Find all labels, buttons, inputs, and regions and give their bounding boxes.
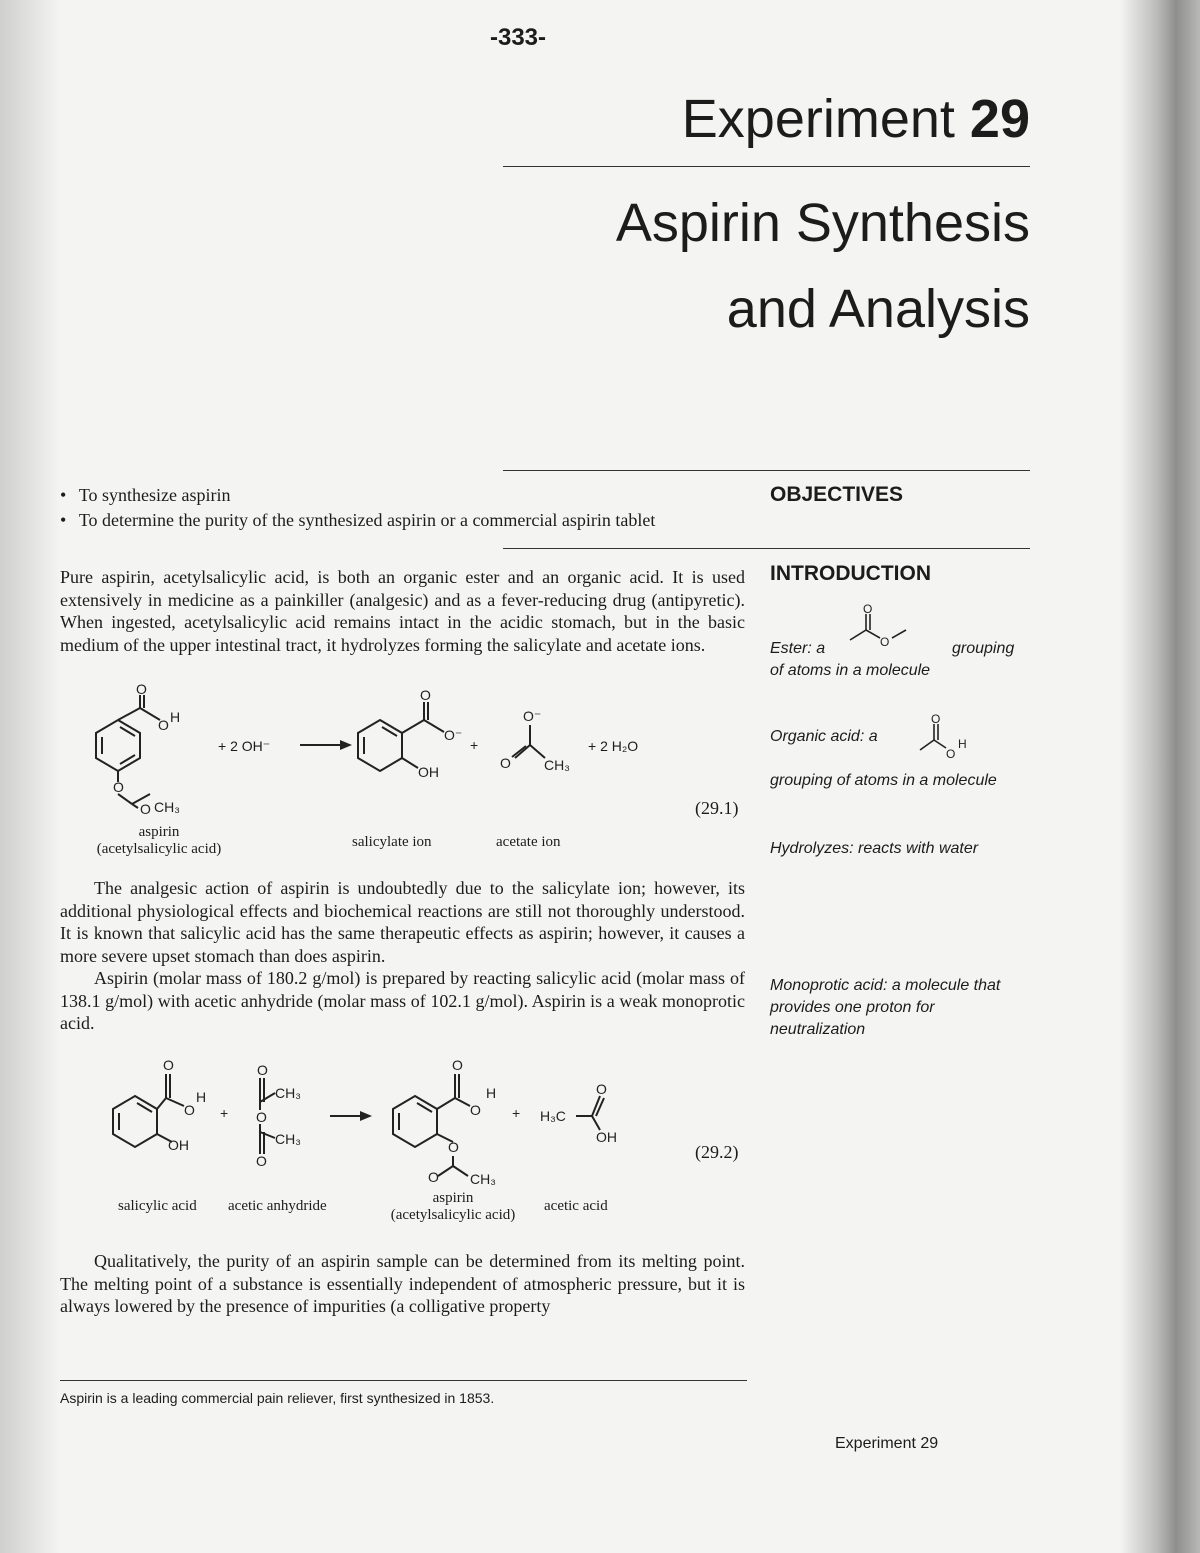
reaction-scheme-29-1 xyxy=(60,681,750,865)
objectives-list xyxy=(60,483,750,533)
atom-label: O xyxy=(500,755,511,771)
aspirin-name: aspirin xyxy=(138,824,180,840)
svg-text:O: O xyxy=(931,712,941,726)
atom-label: O⁻ xyxy=(523,708,542,724)
atom-label: CH₃ xyxy=(154,799,180,815)
title-line-2: and Analysis xyxy=(726,279,1030,339)
plus-sign: + xyxy=(512,1105,521,1121)
atom-label: O xyxy=(163,1057,174,1073)
aspirin-label xyxy=(378,1190,528,1224)
experiment-number: 29 xyxy=(969,89,1030,149)
aspirin-name: aspirin xyxy=(432,1190,474,1206)
objective-item: • To synthesize aspirin xyxy=(60,483,750,508)
salicylic-acid-label: salicylic acid xyxy=(118,1198,197,1214)
atom-label: O xyxy=(596,1081,607,1097)
aspirin-label xyxy=(84,824,234,858)
atom-label: O xyxy=(428,1169,439,1185)
acetate-label: acetate ion xyxy=(496,834,561,850)
salicylate-label: salicylate ion xyxy=(352,834,432,850)
intro-paragraph-4: Qualitatively, the purity of an aspirin sample can be determined from its melting point. The melting point of a substance is essentially independent of atmospheric pressure, but it is always lowered by the presence of impurities (a colligative property xyxy=(60,1251,745,1316)
atom-label: O xyxy=(113,779,124,795)
equation-number-29-2: (29.2) xyxy=(695,1142,739,1162)
organic-acid-note-end: grouping of atoms in a molecule xyxy=(770,772,997,789)
atom-label: O xyxy=(257,1062,268,1078)
atom-label: OH xyxy=(168,1137,189,1153)
atom-label: O xyxy=(452,1057,463,1073)
equation-number-29-1: (29.1) xyxy=(695,798,739,818)
atom-label: O xyxy=(448,1139,459,1155)
atom-label: H xyxy=(486,1085,497,1101)
atom-label: H₃C xyxy=(540,1108,566,1124)
atom-label: CH₃ xyxy=(470,1171,496,1187)
atom-label: CH₃ xyxy=(275,1085,301,1101)
atom-label: O⁻ xyxy=(444,727,463,743)
hydroxide-reagent: + 2 OH⁻ xyxy=(218,738,271,754)
aspirin-subname: (acetylsalicylic acid) xyxy=(390,1207,516,1223)
plus-sign: + xyxy=(220,1105,229,1121)
objectives-rule xyxy=(503,470,1030,471)
aspirin-subname: (acetylsalicylic acid) xyxy=(96,841,222,857)
intro-paragraph-2: The analgesic action of aspirin is undoubtedly due to the salicylate ion; however, its additional physiological effects and biochemical reactions are still not thoroughly understood. It is known that salicylic acid has the same therapeutic effects as aspirin; however, it causes a more severe upset stomach than does aspirin. xyxy=(60,878,745,966)
experiment-heading xyxy=(682,88,1030,150)
atom-label: H xyxy=(196,1089,207,1105)
intro-paragraph-3: Aspirin (molar mass of 180.2 g/mol) is prepared by reacting salicylic acid (molar mass of 138.1 g/mol) with acetic anhydride (molar mass of 102.1 g/mol). Aspirin is a weak monoprotic acid. xyxy=(60,968,745,1033)
atom-label: O xyxy=(184,1102,195,1118)
ester-note-mid: grouping xyxy=(952,640,1015,657)
page-edge-shadow-left xyxy=(0,0,60,1553)
atom-label: O xyxy=(256,1153,267,1169)
ester-note-end: of atoms in a molecule xyxy=(770,662,931,679)
organic-acid-note-start: Organic acid: a xyxy=(770,728,878,745)
water-product: + 2 H₂O xyxy=(588,738,639,754)
objectives-heading: OBJECTIVES xyxy=(770,483,904,506)
svg-text:O: O xyxy=(880,635,890,649)
footnote-rule xyxy=(60,1380,747,1381)
plus-sign: + xyxy=(470,737,479,753)
acetic-anhydride-label: acetic anhydride xyxy=(228,1198,327,1214)
page-edge-shadow-right xyxy=(1120,0,1200,1553)
introduction-rule xyxy=(503,548,1030,549)
atom-label: CH₃ xyxy=(544,757,570,773)
ester-note-start: Ester: a xyxy=(770,640,826,657)
title-rule xyxy=(503,166,1030,167)
page-number: -333- xyxy=(489,24,547,51)
atom-label: O xyxy=(158,717,169,733)
title-line-1: Aspirin Synthesis xyxy=(615,193,1030,253)
atom-label: O xyxy=(136,681,147,697)
atom-label: O xyxy=(140,801,151,817)
atom-label: OH xyxy=(418,764,439,780)
margin-note-monoprotic: Monoprotic acid: a molecule that provides one proton for neutralization xyxy=(770,977,1001,1038)
objective-item: • To determine the purity of the synthesized aspirin or a commercial aspirin tablet xyxy=(60,508,750,533)
atom-label: O xyxy=(420,687,431,703)
margin-note-hydrolyzes: Hydrolyzes: reacts with water xyxy=(770,840,979,857)
intro-paragraph-1: Pure aspirin, acetylsalicylic acid, is both an organic ester and an organic acid. It is used extensively in medicine as a painkiller (analgesic) and as a fever-reducing drug (antipyretic). When ingested, acetylsalicylic acid remains intact in the acidic stomach, but in the basic medium of the upper intestinal tract, it hydrolyzes forming the salicylate and acetate ions. xyxy=(60,567,745,655)
acetic-acid-label: acetic acid xyxy=(544,1198,608,1214)
reaction-scheme-29-2 xyxy=(60,1058,750,1233)
svg-text:O: O xyxy=(863,602,873,616)
atom-label: CH₃ xyxy=(275,1131,301,1147)
atom-label: O xyxy=(470,1102,481,1118)
atom-label: H xyxy=(170,709,181,725)
svg-text:O: O xyxy=(946,747,956,761)
introduction-heading: INTRODUCTION xyxy=(770,562,931,585)
atom-label: O xyxy=(256,1109,267,1125)
footnote: Aspirin is a leading commercial pain reliever, first synthesized in 1853. xyxy=(60,1390,495,1406)
atom-label: OH xyxy=(596,1129,617,1145)
experiment-word: Experiment xyxy=(681,89,955,149)
svg-text:H: H xyxy=(958,737,967,751)
page-footer: Experiment 29 xyxy=(835,1435,939,1452)
